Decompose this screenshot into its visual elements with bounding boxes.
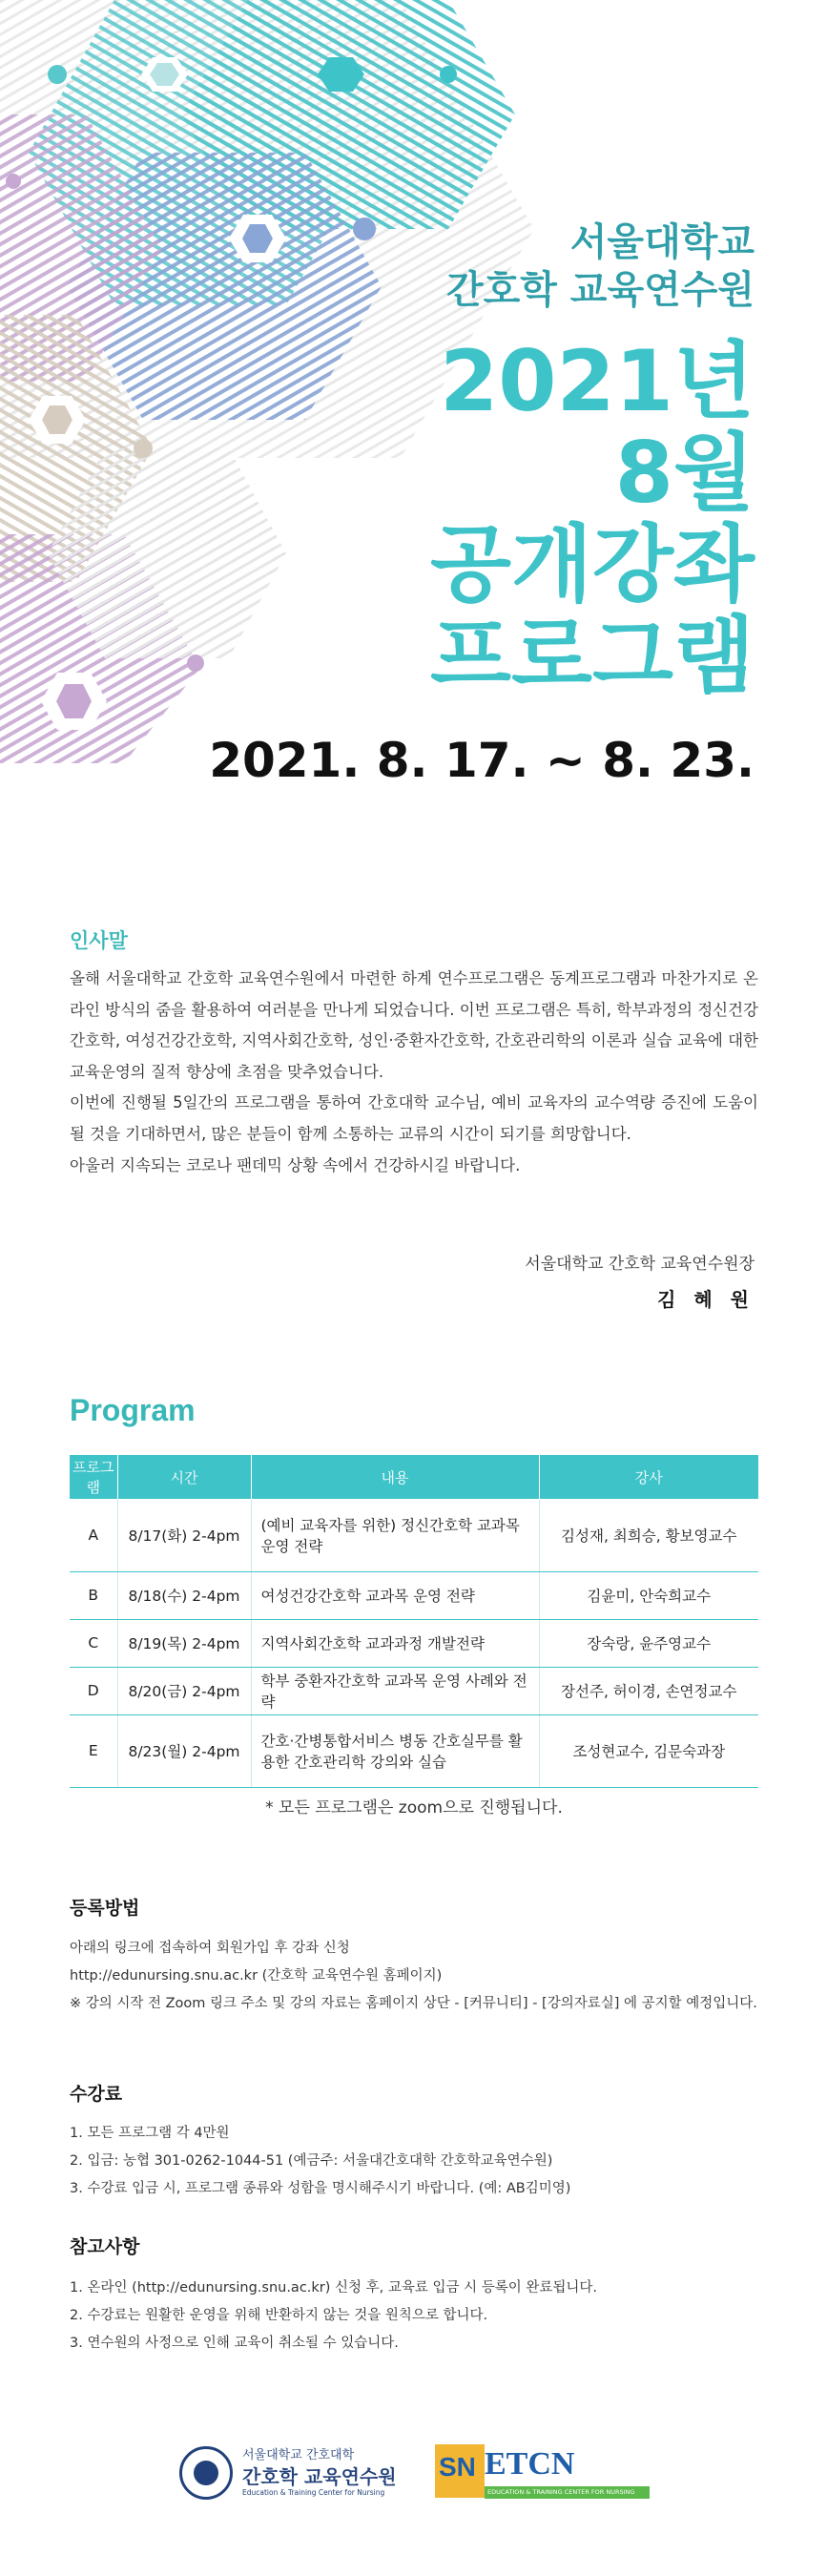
program-lecturer: 김윤미, 안숙희교수 [539, 1571, 758, 1619]
etcn-logo-subtitle: EDUCATION & TRAINING CENTER FOR NURSING [485, 2486, 650, 2499]
notes-heading: 참고사항 [70, 2236, 140, 2257]
table-header-row [70, 1455, 758, 1499]
program-code: D [70, 1667, 117, 1714]
program-table [70, 1455, 758, 1788]
column-header-content: 내용 [251, 1455, 539, 1499]
registration-heading: 등록방법 [70, 1898, 140, 1919]
title-line-lecture: 공개강좌 [429, 515, 755, 613]
title-line-year: 2021년 [440, 332, 755, 430]
fee-heading: 수강료 [70, 2084, 123, 2105]
program-note: * 모든 프로그램은 zoom으로 진행됩니다. [265, 1798, 563, 1818]
greeting-paragraph: 아울러 지속되는 코로나 팬데믹 상황 속에서 건강하시길 바랍니다. [70, 1155, 521, 1174]
program-time: 8/19(목) 2-4pm [117, 1619, 251, 1667]
registration-notice: ※ 강의 시작 전 Zoom 링크 주소 및 강의 자료는 홈페이지 상단 - [커뮤니티] - [강의자료실] 에 공지할 예정입니다. [70, 1996, 757, 2011]
notes-line: 3. 연수원의 사정으로 인해 교육이 취소될 수 있습니다. [70, 2336, 399, 2351]
greeting-heading: 인사말 [70, 929, 128, 952]
table-row [70, 1714, 758, 1787]
program-content: 간호·간병통합서비스 병동 간호실무를 활용한 간호관리학 강의와 실습 [251, 1714, 539, 1787]
program-content: 지역사회간호학 교과과정 개발전략 [251, 1619, 539, 1667]
notes-text [70, 2275, 758, 2358]
program-code: A [70, 1499, 117, 1571]
program-lecturer: 김성재, 최희승, 황보영교수 [539, 1499, 758, 1571]
signature-title: 서울대학교 간호학 교육연수원장 [525, 1255, 755, 1274]
etcn-logo-initials: SN [439, 2452, 476, 2482]
fee-text [70, 2120, 758, 2203]
notes-line: 2. 수강료는 원활한 운영을 위해 반환하지 않는 것을 원칙으로 합니다. [70, 2308, 488, 2323]
program-content: 여성건강간호학 교과목 운영 전략 [251, 1571, 539, 1619]
fee-line: 2. 입금: 농협 301-0262-1044-51 (예금주: 서울대간호대학 간호학교육연수원) [70, 2153, 553, 2169]
program-lecturer: 조성현교수, 김문숙과장 [539, 1714, 758, 1787]
program-lecturer: 장숙랑, 윤주영교수 [539, 1619, 758, 1667]
registration-link[interactable]: http://edunursing.snu.ac.kr (간호학 교육연수원 홈페이지) [70, 1968, 443, 1984]
table-row [70, 1619, 758, 1667]
etcn-logo-icon [435, 2444, 485, 2498]
program-heading: Program [70, 1393, 196, 1427]
column-header-time: 시간 [117, 1455, 251, 1499]
registration-text [70, 1935, 758, 2018]
institution-name-line1: 서울대학교 [569, 220, 755, 264]
footer-logos [0, 2439, 827, 2524]
institution-name-line2: 간호학 교육연수원 [445, 268, 755, 312]
logo-center-english: Education & Training Center for Nursing [242, 2488, 385, 2497]
signature-name: 김 혜 원 [657, 1288, 755, 1311]
program-code: C [70, 1619, 117, 1667]
program-time: 8/17(화) 2-4pm [117, 1499, 251, 1571]
program-lecturer: 장선주, 허이경, 손연정교수 [539, 1667, 758, 1714]
title-line-month: 8월 [614, 424, 755, 522]
logo-center-name: 간호학 교육연수원 [242, 2465, 397, 2488]
table-row [70, 1571, 758, 1619]
notes-line: 1. 온라인 (http://edunursing.snu.ac.kr) 신청 후, 교육료 입금 시 등록이 완료됩니다. [70, 2280, 598, 2296]
fee-line: 1. 모든 프로그램 각 4만원 [70, 2126, 230, 2141]
hero-banner [0, 0, 827, 821]
program-content: 학부 중환자간호학 교과목 운영 사례와 전략 [251, 1667, 539, 1714]
greeting-text [70, 964, 758, 1181]
etcn-logo-text: ETCN [485, 2446, 575, 2482]
program-time: 8/23(월) 2-4pm [117, 1714, 251, 1787]
greeting-paragraph: 올해 서울대학교 간호학 교육연수원에서 마련한 하계 연수프로그램은 동계프로그램과 마찬가지로 온라인 방식의 줌을 활용하여 여러분을 만나게 되었습니다. 이번 프로그램은 특히, 학부과정의 정신건강간호학, 여성건강간호학, 지역사회간호학, 성인·중환자간호학, 간호관리학의 이론과 실습 교육에 대한 교육운영의 질적 향상에 초점을 맞추었습니다. [70, 969, 758, 1081]
column-header-program: 프로그램 [70, 1455, 117, 1499]
title-line-program: 프로그램 [429, 607, 755, 705]
university-seal-icon [179, 2446, 233, 2500]
program-code: E [70, 1714, 117, 1787]
program-time: 8/20(금) 2-4pm [117, 1667, 251, 1714]
greeting-paragraph: 이번에 진행될 5일간의 프로그램을 통하여 간호대학 교수님, 예비 교육자의 교수역량 증진에 도움이 될 것을 기대하면서, 많은 분들이 함께 소통하는 교류의 시간이 되기를 희망합니다. [70, 1093, 758, 1143]
logo-college-name: 서울대학교 간호대학 [242, 2448, 355, 2462]
program-code: B [70, 1571, 117, 1619]
column-header-lecturer: 강사 [539, 1455, 758, 1499]
fee-line: 3. 수강료 입금 시, 프로그램 종류와 성함을 명시해주시기 바랍니다. (예: AB김미영) [70, 2181, 571, 2196]
table-row [70, 1499, 758, 1571]
program-content: (예비 교육자를 위한) 정신간호학 교과목 운영 전략 [251, 1499, 539, 1571]
registration-line: 아래의 링크에 접속하여 회원가입 후 강좌 신청 [70, 1941, 350, 1956]
table-row [70, 1667, 758, 1714]
program-time: 8/18(수) 2-4pm [117, 1571, 251, 1619]
event-dates: 2021. 8. 17. ~ 8. 23. [209, 733, 755, 788]
